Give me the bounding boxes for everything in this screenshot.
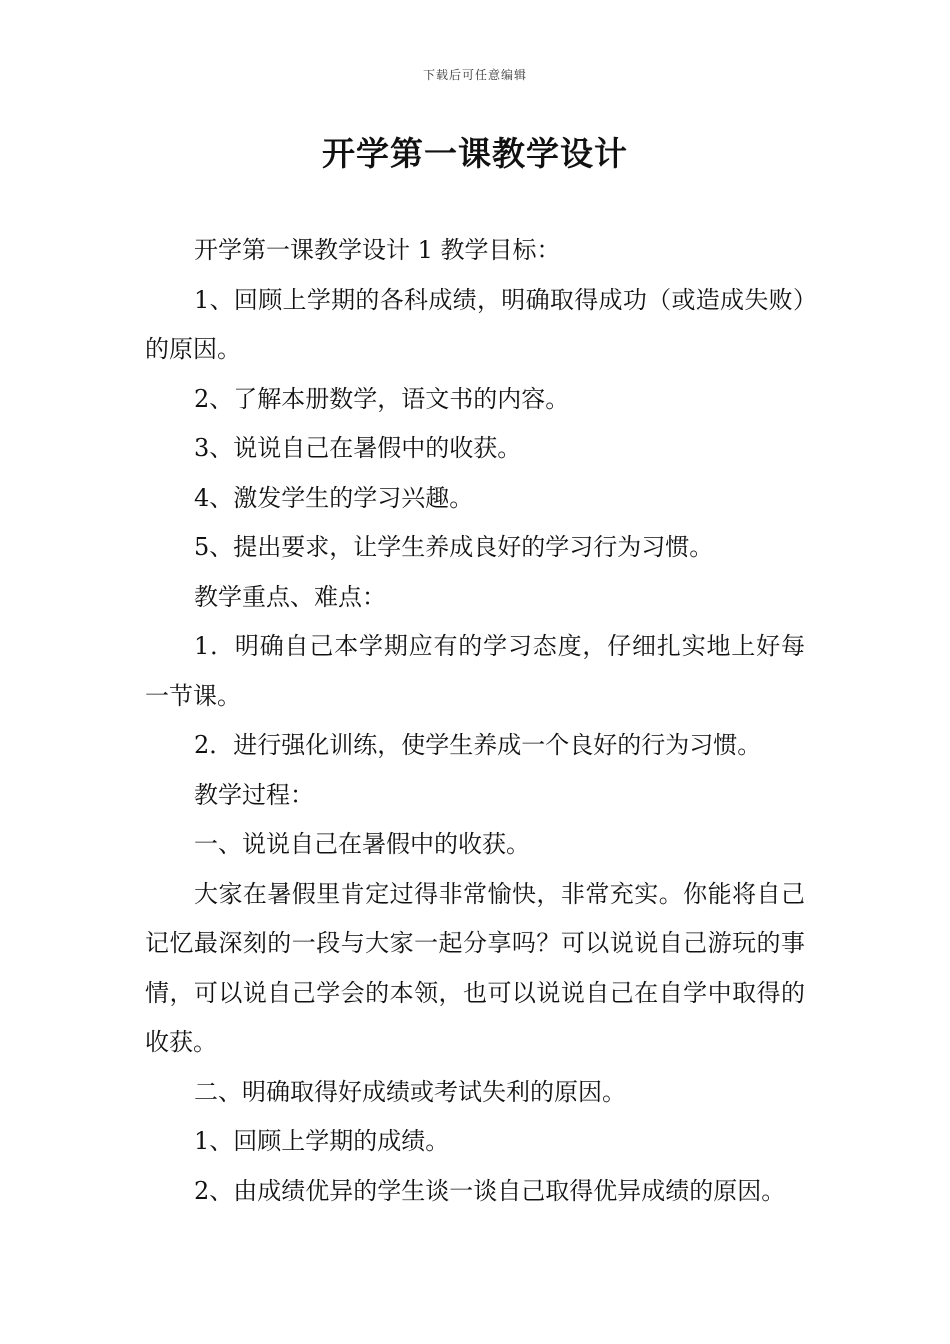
paragraph: 1、回顾上学期的成绩。 (194, 1127, 450, 1155)
paragraph: 1、回顾上学期的各科成绩，明确取得成功（或造成失败）的原因。 (145, 285, 805, 363)
paragraph: 二、明确取得好成绩或考试失利的原因。 (194, 1077, 626, 1106)
document-title: 开学第一课教学设计 (322, 134, 628, 173)
paragraph: 1．明确自己本学期应有的学习态度，仔细扎实地上好每一节课。 (145, 632, 805, 710)
paragraph: 4、激发学生的学习兴趣。 (194, 483, 474, 512)
paragraph: 教学重点、难点： (194, 582, 386, 611)
paragraph: 5、提出要求，让学生养成良好的学习行为习惯。 (194, 533, 714, 561)
paragraph: 教学过程： (194, 780, 314, 809)
paragraph: 3、说说自己在暑假中的收获。 (194, 434, 522, 462)
paragraph: 2、了解本册数学，语文书的内容。 (194, 384, 570, 413)
paragraph: 大家在暑假里肯定过得非常愉快，非常充实。你能将自己记忆最深刻的一段与大家一起分享吗？可以说说自己游玩的事情，可以说自己学会的本领，也可以说说自己在自学中取得的收获。 (145, 879, 805, 1056)
paragraph: 开学第一课教学设计 1 教学目标： (194, 236, 561, 264)
paragraph: 一、说说自己在暑假中的收获。 (194, 830, 530, 858)
paragraph: 2、由成绩优异的学生谈一谈自己取得优异成绩的原因。 (194, 1176, 786, 1205)
header-note: 下载后可任意编辑 (422, 68, 527, 82)
paragraph: 2．进行强化训练，使学生养成一个良好的行为习惯。 (194, 731, 762, 759)
document-body (145, 226, 805, 1216)
